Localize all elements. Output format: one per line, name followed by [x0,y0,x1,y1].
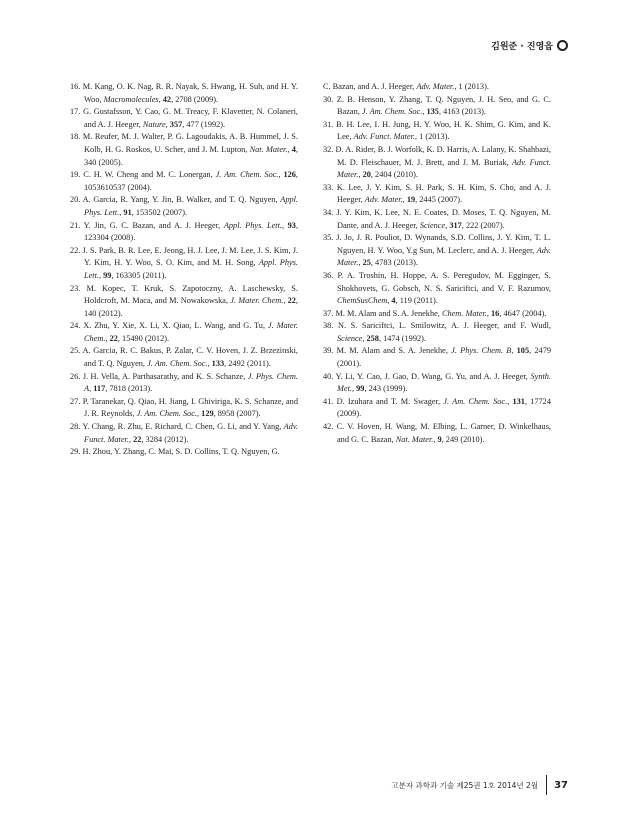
reference-item [70,320,298,345]
reference-separator: , [128,434,134,444]
reference-separator: , [445,220,450,230]
reference-number: 34. [323,207,337,217]
reference-item [70,81,298,106]
running-header [491,38,568,52]
reference-volume: 25 [362,258,371,268]
reference-item [323,94,551,119]
reference-volume: 317 [449,220,462,230]
reference-separator: , [351,384,357,394]
reference-journal: J. Mater. Chem. [230,296,284,306]
reference-authors: M. Kang, O. K. Nag, R. R. Nayak, S. Hwang, H. Suh, and H. Y. Woo, [82,82,298,104]
reference-separator: , [207,359,212,369]
reference-pages-year: , 4647 (2004). [499,308,547,318]
reference-item [70,220,298,245]
footer-journal: 고분자 과학과 기술 제25권 1호 2014년 2월 [391,780,539,790]
reference-authors: J. H. Vella, A. Parthasarathy, and K. S. Schanze, [82,371,248,381]
reference-pages-year: , 123304 (2008). [84,220,299,243]
reference-pages-year: , 163305 (2011). [111,270,167,280]
reference-item [323,81,551,94]
reference-separator: , [98,270,104,280]
reference-separator: , [433,434,438,444]
reference-volume: 131 [512,396,525,406]
reference-item [323,421,551,446]
reference-journal: Adv. Mater. [364,195,403,205]
reference-pages-year: , 2404 (2010). [370,170,418,180]
reference-separator: , [454,82,459,91]
reference-journal: J. Am. Chem. Soc. [136,409,198,419]
reference-separator: , [358,258,363,268]
reference-pages-year: , 153502 (2007). [131,207,188,217]
reference-volume: 22 [287,296,296,306]
reference-number: 24. [70,321,84,331]
reference-journal: J. Phys. Chem. B [451,346,512,356]
reference-pages-year: , 8958 (2007). [213,409,261,419]
footer-divider [546,775,547,795]
circle-icon [557,40,568,51]
reference-volume: 16 [491,308,500,318]
reference-item [70,106,298,131]
reference-authors: J. Y. Kim, K. Lee, N. E. Coates, D. Moses, T. Q. Nguyen, M. Dante, and A. J. Heeger, [336,207,551,230]
reference-volume: 4 [291,144,296,154]
reference-item [323,232,551,270]
reference-item [323,308,551,321]
reference-journal: Appl. Phys. Lett. [84,258,298,280]
reference-volume: 357 [169,119,183,129]
reference-number: 30. [323,94,337,104]
reference-pages-year: , 340 (2005). [84,144,298,167]
reference-pages-year: , 2445 (2007). [415,195,463,205]
reference-authors: H. Zhou, Y. Zhang, C. Mai, S. D. Collins, T. Q. Nguyen, G. [82,447,280,457]
reference-journal: J. Mater. Chem. [84,321,298,343]
reference-separator: , [158,94,163,104]
reference-journal: Adv. Funct. Mater. [353,132,415,142]
reference-pages-year: , 15490 (2012). [117,333,170,343]
reference-separator: , [105,333,110,343]
reference-journal: ChemSusChem [337,296,388,306]
reference-number: 29. [70,447,83,457]
reference-item [323,119,551,144]
reference-separator: , [197,409,202,419]
reference-authors: M. Reufer, M. J. Walter, P. G. Lagoudakis, A. B. Hummel, J. S. Kolb, H. G. Roskos, U. Scher, and J. M. Lupton, [82,132,298,154]
reference-pages-year: 1 (2013). [458,82,489,91]
reference-number: 26. [70,371,83,381]
reference-journal: J. Am. Chem. Soc. [215,170,279,180]
reference-pages-year: , 119 (2011). [395,296,438,306]
reference-authors: M. M. Alam and S. A. Jenekhe, [335,308,442,318]
reference-authors: N. S. Sariciftci, L. Smilowitz, A. J. Heeger, and F. Wudl, [337,321,551,331]
reference-number: 31. [323,119,337,129]
reference-volume: 22 [133,434,142,444]
reference-item [323,207,551,232]
reference-volume: 93 [287,220,296,230]
reference-item [70,194,298,219]
reference-authors: J. Jo, J. R. Pouliot, D. Wynands, S.D. Collins, J. Y. Kim, T. L. Nguyen, H. Y. Woo, Y.g Sun, M. Leclerc, and A. J. Heeger, [336,233,551,255]
reference-item [70,283,298,321]
reference-number: 38. [323,321,338,331]
reference-separator: , [283,296,288,306]
reference-pages-year: , 2708 (2009). [171,94,219,104]
reference-journal: Adv. Funct. Mater. [84,422,298,444]
reference-pages-year: , 4783 (2013). [370,258,418,268]
reference-pages-year: , 243 (1999). [364,384,408,394]
reference-volume: 42 [162,94,172,104]
reference-volume: 133 [211,359,225,369]
reference-authors: G. Gustafsson, Y. Cao, G. M. Treacy, F. Klavetter, N. Colaneri, and A. J. Heeger, [83,107,298,129]
reference-item [70,131,298,169]
reference-pages-year: , 4163 (2013). [438,107,486,117]
reference-volume: 258 [366,333,379,343]
reference-separator: , [387,296,392,306]
reference-item [323,371,551,396]
reference-journal: J. Am. Chem. Soc. [147,359,208,369]
reference-item [70,371,298,396]
reference-journal: Nature [142,119,166,129]
reference-journal: Appl. Phys. Lett. [84,195,298,217]
reference-number: 22. [70,245,83,255]
reference-number: 27. [70,396,83,406]
reference-separator: , [89,384,94,394]
reference-number: 25. [70,346,83,356]
reference-number: 18. [70,132,83,142]
reference-item [323,396,551,421]
reference-authors: C. V. Hoven, H. Wang, M. Elbing, L. Garner, D. Winkelhaus, and G. C. Bazan, [336,422,551,444]
reference-volume: 135 [426,107,439,117]
reference-separator: , [278,170,284,180]
reference-item [323,182,551,207]
reference-item [70,421,298,446]
reference-pages-year: , 17724 (2009). [337,396,551,419]
reference-journal: Adv. Mater. [337,245,551,268]
reference-volume: 22 [109,333,118,343]
reference-authors: K. Lee, J. Y. Kim, S. H. Park, S. H. Kim, S. Cho, and A. J. Heeger, [336,182,551,205]
reference-authors: M. Kopec, T. Kruk, S. Zapotoczny, A. Laschewsky, S. Holdcroft, M. Maca, and M. Nowakowska, [84,283,298,306]
reference-separator: , [402,195,407,205]
reference-number: 39. [323,346,337,356]
reference-number: 35. [323,233,337,243]
reference-pages-year: , 2479 (2001). [337,346,551,369]
reference-volume: 4 [391,296,396,306]
reference-pages-year: , 477 (1992). [182,119,226,129]
reference-volume: 117 [93,384,106,394]
reference-pages-year: 1 (2013). [419,132,450,142]
reference-item [70,169,298,194]
reference-authors: A. Garcia, R. Yang, Y. Jin, B. Walker, and T. Q. Nguyen, [82,195,281,205]
reference-number: 19. [70,170,84,180]
reference-item [70,245,298,283]
reference-item [323,144,551,182]
reference-volume: 91 [123,207,132,217]
reference-item [70,345,298,370]
reference-item [70,446,298,459]
reference-separator: , [119,207,124,217]
reference-journal: Appl. Phys. Lett. [223,220,282,230]
reference-separator: , [362,333,367,343]
reference-authors: P. A. Troshin, H. Hoppe, A. S. Peregudov, M. Egginger, S. Shokhovets, G. Gobsch, N. S. Sariciftci, and V. F. Razumov, [337,270,552,293]
reference-authors: D. Izuhara and T. M. Swager, [336,396,444,406]
reference-pages-year: , 1474 (1992). [378,333,426,343]
reference-item [323,345,551,370]
reference-volume: 19 [406,195,416,205]
reference-number: 21. [70,220,84,230]
reference-number: 32. [323,144,336,154]
reference-journal: Macromolecules [103,94,159,104]
reference-number: 33. [323,182,337,192]
reference-separator: , [422,107,427,117]
reference-journal: J. Phys. Chem. A [84,371,298,394]
reference-pages-year: , 2492 (2011). [224,359,271,369]
reference-separator: , [281,220,288,230]
reference-pages-year: , 249 (2010). [441,434,485,444]
reference-separator: , [486,308,492,318]
reference-authors: C. Bazan, and A. J. Heeger, [323,82,417,91]
reference-volume: 20 [362,170,371,180]
reference-authors: Y. Jin, G. C. Bazan, and A. J. Heeger, [83,220,224,230]
reference-authors: C. H. W. Cheng and M. C. Lonergan, [83,170,216,180]
reference-item [70,396,298,421]
reference-journal: J. Am. Chem. Soc. [361,107,423,117]
reference-number: 41. [323,396,337,406]
reference-journal: Chem. Mater. [441,308,487,318]
reference-pages-year: , 222 (2007). [461,220,505,230]
page-footer [391,778,568,792]
reference-number: 37. [323,308,336,318]
reference-separator: , [414,132,420,142]
reference-volume: 99 [103,270,112,280]
reference-authors: A. Garcia, R. C. Bakus, P. Zalar, C. V. Hoven, J. Z. Brzezinski, and T. Q. Nguyen, [82,346,298,369]
page-number: 37 [554,779,568,791]
reference-separator: , [287,144,292,154]
reference-journal: Nat. Mater. [249,144,288,154]
references-left-column [70,81,298,459]
reference-volume: 9 [437,434,442,444]
reference-item [323,270,551,308]
reference-journal: Nat. Mater. [395,434,434,444]
reference-authors: X. Zhu, Y. Xie, X. Li, X. Qiao, L. Wang, and G. Tu, [83,321,268,331]
reference-volume: 105 [516,346,530,356]
reference-item [323,320,551,345]
reference-authors: B. H. Lee, I. H. Jung, H. Y. Woo, H. K. Shim, G. Kim, and K. Lee, [336,119,551,142]
reference-authors: Y. Li, Y. Cao, J. Gao, D. Wang, G. Yu, and A. J. Heeger, [335,371,531,381]
reference-journal: Adv. Mater. [416,82,455,91]
reference-number: 36. [323,270,338,280]
reference-authors: J. S. Park, B. R. Lee, E. Jeong, H. J. Lee, J. M. Lee, J. S. Kim, J. Y. Kim, H. Y. Woo, S. O. Kim, and M. H. Song, [82,245,298,268]
reference-authors: Y. Chang, R. Zhu, E. Richard, C. Chen, G. Li, and Y. Yang, [82,422,284,432]
reference-number: 28. [70,422,83,432]
reference-volume: 129 [201,409,214,419]
reference-journal: J. Am. Chem. Soc. [443,396,508,406]
reference-authors: D. A. Rider, B. J. Worfolk, K. D. Harris, A. Lalany, K. Shahbazi, M. D. Fleischauer, M. J. Brett, and J. M. Buriak, [335,144,551,167]
reference-authors: Z. B. Henson, Y. Zhang, T. Q. Nguyen, J. H. Seo, and G. C. Bazan, [336,94,551,117]
reference-separator: , [511,346,517,356]
reference-pages-year: , 3284 (2012). [141,434,189,444]
reference-pages-year: , 1053610537 (2004). [84,170,298,192]
reference-number: 20. [70,195,83,205]
reference-separator: , [507,396,513,406]
references-right-column [323,81,551,446]
reference-volume: 99 [356,384,365,394]
reference-number: 17. [70,107,84,117]
reference-pages-year: , 7818 (2013). [105,384,153,394]
reference-journal: Science [337,333,363,343]
reference-pages-year: , 140 (2012). [84,296,298,318]
reference-authors: P. Taranekar, Q. Qiao, H. Jiang, I. Ghiviriga, K. S. Schanze, and J. R. Reynolds, [82,396,298,419]
reference-journal: Synth. Met. [337,371,551,394]
reference-journal: Science [419,220,446,230]
reference-number: 40. [323,371,336,381]
reference-number: 42. [323,422,337,432]
reference-number: 23. [70,283,87,293]
reference-authors: M. M. Alam and S. A. Jenekhe, [336,346,452,356]
header-authors: 김원준 · 진영읍 [491,41,553,52]
reference-separator: , [165,119,170,129]
reference-separator: , [358,170,363,180]
reference-number: 16. [70,82,83,91]
reference-journal: Adv. Funct. Mater. [337,157,552,180]
reference-volume: 126 [283,170,296,180]
